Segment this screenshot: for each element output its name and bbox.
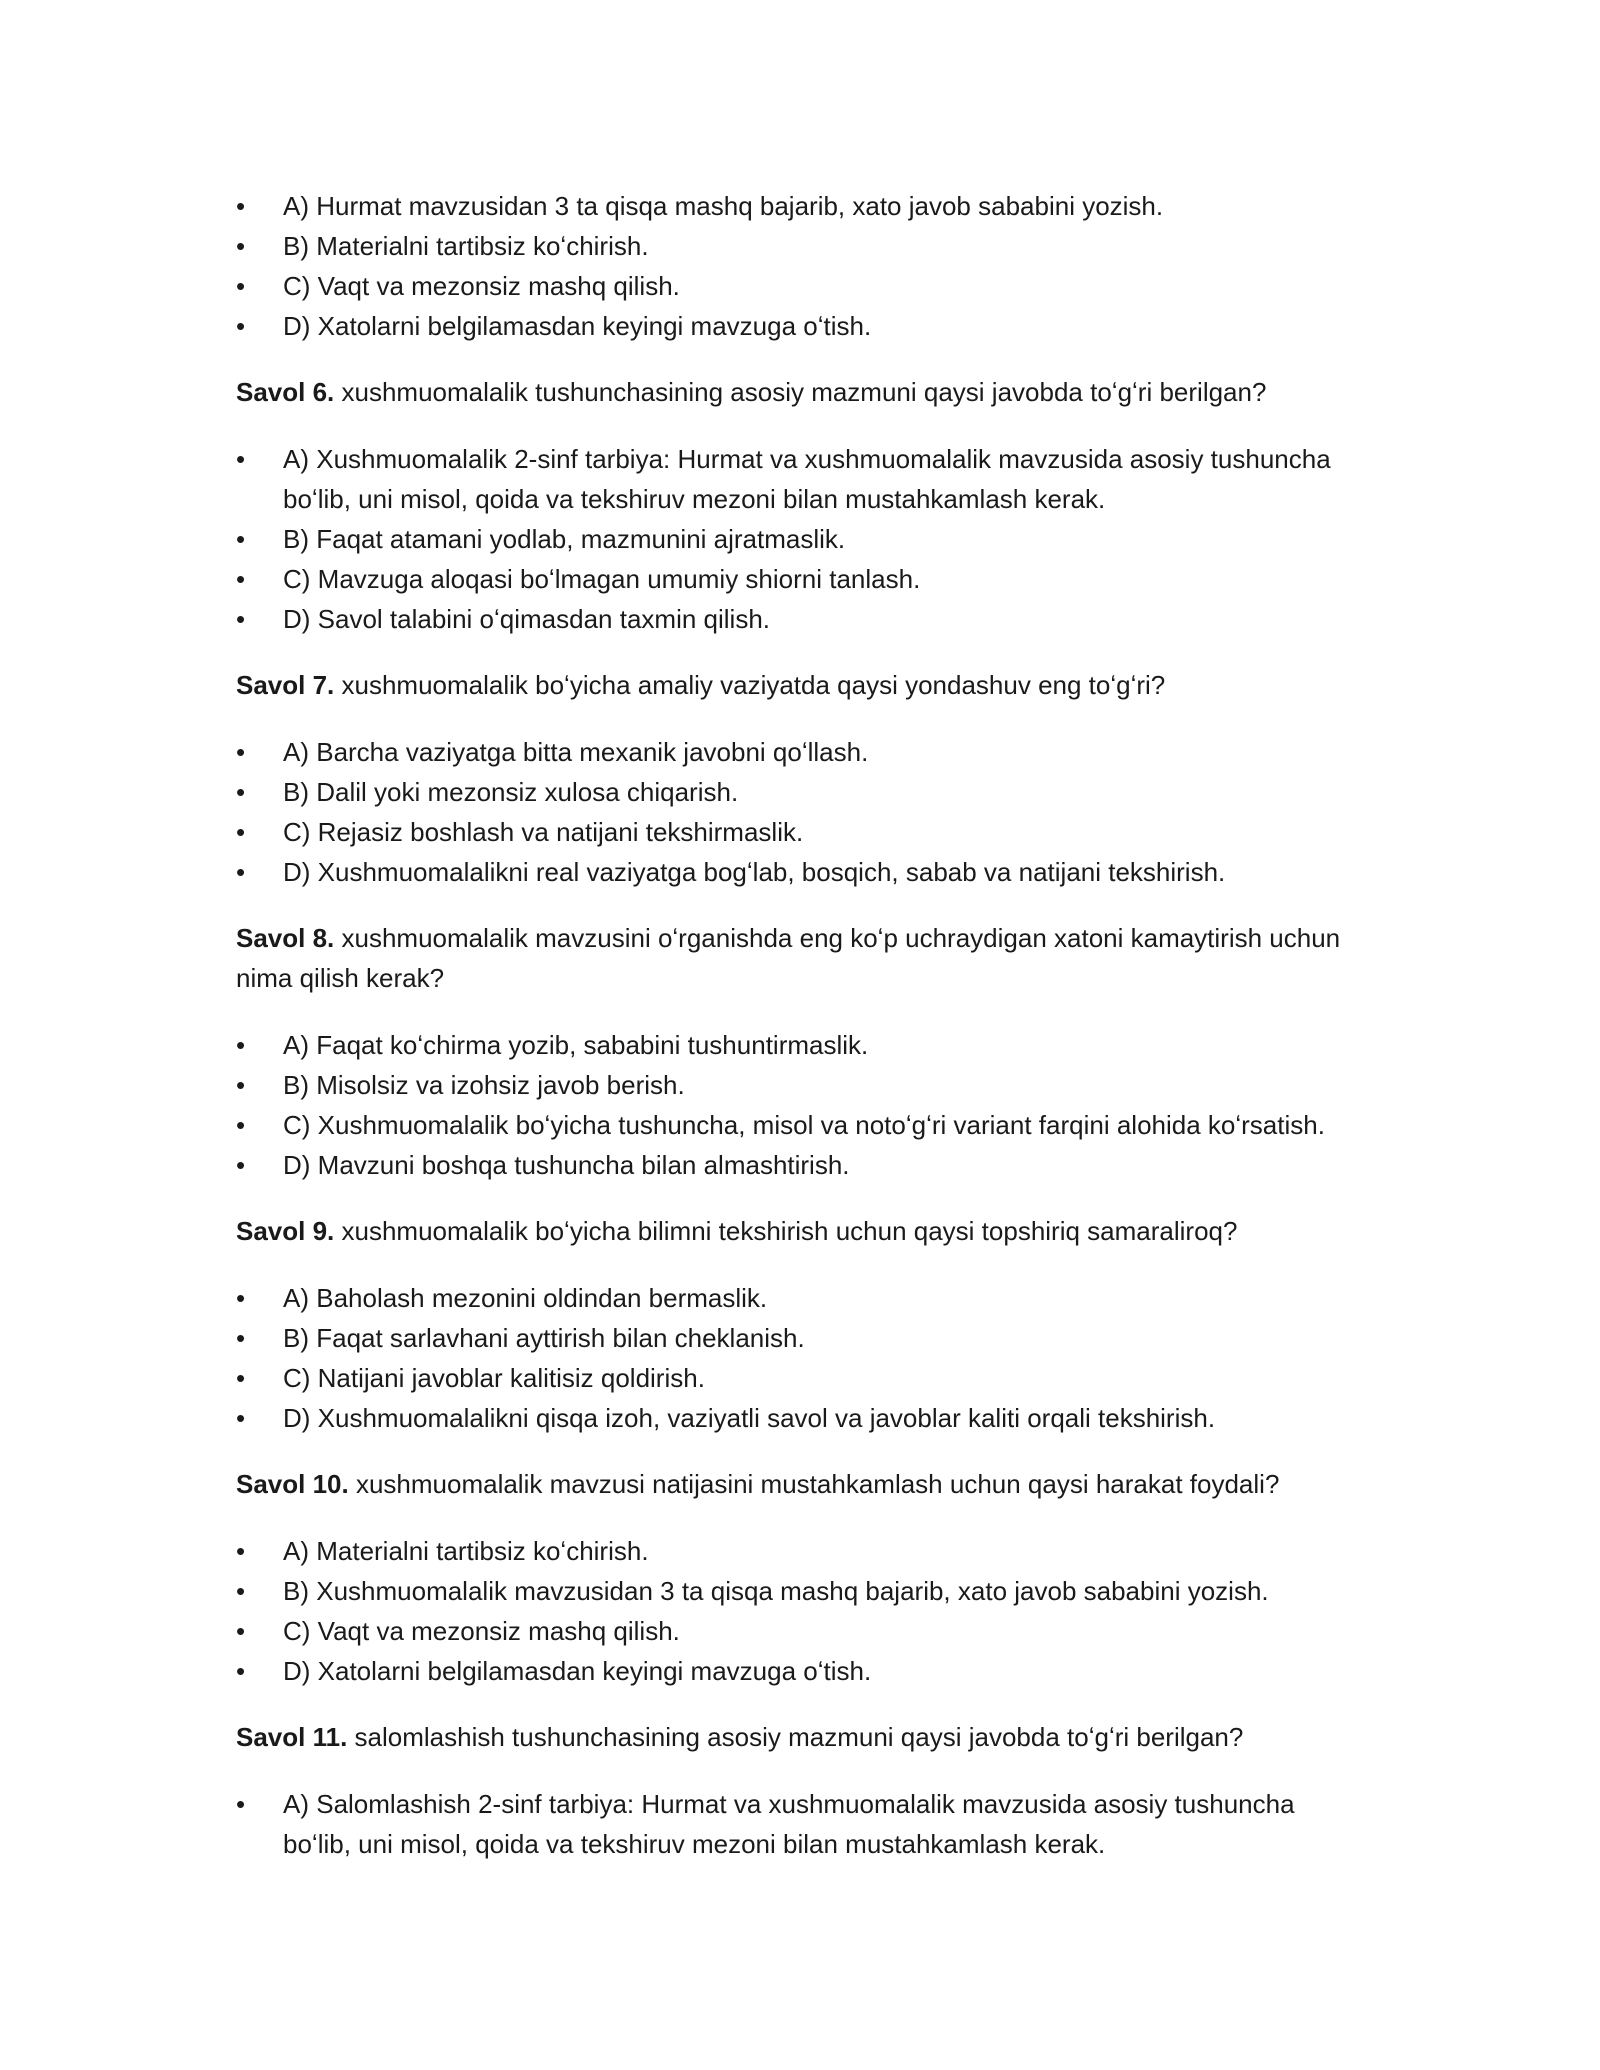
option-item — [236, 1531, 1366, 1571]
answer-options — [236, 1784, 1366, 1864]
option-item — [236, 1318, 1366, 1358]
question-label: Savol 6. — [236, 377, 335, 407]
bullet-icon: • — [236, 311, 246, 341]
question-heading — [236, 1211, 1366, 1251]
option-text: C) Natijani javoblar kalitisiz qoldirish. — [283, 1363, 705, 1393]
bullet-icon: • — [236, 817, 246, 847]
option-item — [236, 1611, 1366, 1651]
question-text: xushmuomalalik mavzusi natijasini mustahkamlash uchun qaysi harakat foydali? — [348, 1469, 1280, 1499]
option-item — [236, 226, 1366, 266]
bullet-icon: • — [236, 1070, 246, 1100]
option-item — [236, 306, 1366, 346]
bullet-icon: • — [236, 1789, 246, 1819]
option-text: A) Materialni tartibsiz koʻchirish. — [283, 1536, 649, 1566]
option-item — [236, 1278, 1366, 1318]
bullet-icon: • — [236, 1616, 246, 1646]
bullet-icon: • — [236, 1030, 246, 1060]
option-text: B) Faqat sarlavhani ayttirish bilan cheklanish. — [283, 1323, 805, 1353]
option-text: A) Faqat koʻchirma yozib, sababini tushuntirmaslik. — [283, 1030, 869, 1060]
bullet-icon: • — [236, 1150, 246, 1180]
bullet-icon: • — [236, 231, 246, 261]
question-text: xushmuomalalik boʻyicha bilimni tekshirish uchun qaysi topshiriq samaraliroq? — [334, 1216, 1238, 1246]
option-text: C) Vaqt va mezonsiz mashq qilish. — [283, 1616, 680, 1646]
question-text: xushmuomalalik mavzusini oʻrganishda eng koʻp uchraydigan xatoni kamaytirish uchun nima qilish kerak? — [236, 923, 1341, 993]
bullet-icon: • — [236, 1283, 246, 1313]
bullet-icon: • — [236, 1576, 246, 1606]
answer-options — [236, 1025, 1366, 1185]
answer-options — [236, 186, 1366, 346]
bullet-icon: • — [236, 444, 246, 474]
option-text: C) Mavzuga aloqasi boʻlmagan umumiy shiorni tanlash. — [283, 564, 921, 594]
option-item — [236, 439, 1366, 519]
question-heading — [236, 372, 1366, 412]
option-text: D) Xatolarni belgilamasdan keyingi mavzuga oʻtish. — [283, 1656, 872, 1686]
answer-options — [236, 1531, 1366, 1691]
bullet-icon: • — [236, 604, 246, 634]
bullet-icon: • — [236, 1536, 246, 1566]
option-item — [236, 852, 1366, 892]
question-heading — [236, 1464, 1366, 1504]
question-text: xushmuomalalik tushunchasining asosiy mazmuni qaysi javobda toʻgʻri berilgan? — [334, 377, 1267, 407]
question-text: salomlashish tushunchasining asosiy mazmuni qaysi javobda toʻgʻri berilgan? — [347, 1722, 1244, 1752]
question-heading — [236, 1717, 1366, 1757]
option-text: A) Xushmuomalalik 2-sinf tarbiya: Hurmat va xushmuomalalik mavzusida asosiy tushuncha boʻlib, uni misol, qoida va tekshiruv mezoni bilan mustahkamlash kerak. — [283, 444, 1331, 514]
question-text: xushmuomalalik boʻyicha amaliy vaziyatda qaysi yondashuv eng toʻgʻri? — [334, 670, 1166, 700]
option-text: B) Materialni tartibsiz koʻchirish. — [283, 231, 649, 261]
bullet-icon: • — [236, 1110, 246, 1140]
bullet-icon: • — [236, 1363, 246, 1393]
option-text: A) Hurmat mavzusidan 3 ta qisqa mashq bajarib, xato javob sababini yozish. — [283, 191, 1164, 221]
option-text: D) Xushmuomalalikni real vaziyatga bogʻlab, bosqich, sabab va natijani tekshirish. — [283, 857, 1226, 887]
bullet-icon: • — [236, 524, 246, 554]
option-text: B) Misolsiz va izohsiz javob berish. — [283, 1070, 685, 1100]
question-label: Savol 10. — [236, 1469, 349, 1499]
option-text: A) Barcha vaziyatga bitta mexanik javobni qoʻllash. — [283, 737, 869, 767]
option-text: C) Rejasiz boshlash va natijani tekshirmaslik. — [283, 817, 804, 847]
option-text: B) Xushmuomalalik mavzusidan 3 ta qisqa mashq bajarib, xato javob sababini yozish. — [283, 1576, 1269, 1606]
question-label: Savol 9. — [236, 1216, 335, 1246]
option-text: C) Xushmuomalalik boʻyicha tushuncha, misol va notoʻgʻri variant farqini alohida koʻrsatish. — [283, 1110, 1325, 1140]
option-item — [236, 599, 1366, 639]
option-text: C) Vaqt va mezonsiz mashq qilish. — [283, 271, 680, 301]
bullet-icon: • — [236, 271, 246, 301]
option-item — [236, 732, 1366, 772]
option-text: A) Salomlashish 2-sinf tarbiya: Hurmat va xushmuomalalik mavzusida asosiy tushuncha boʻlib, uni misol, qoida va tekshiruv mezoni bilan mustahkamlash kerak. — [283, 1789, 1295, 1859]
option-item — [236, 1398, 1366, 1438]
bullet-icon: • — [236, 1323, 246, 1353]
option-item — [236, 1025, 1366, 1065]
bullet-icon: • — [236, 1403, 246, 1433]
option-text: D) Savol talabini oʻqimasdan taxmin qilish. — [283, 604, 771, 634]
option-item — [236, 1571, 1366, 1611]
option-item — [236, 1105, 1366, 1145]
document-page — [236, 186, 1366, 1864]
bullet-icon: • — [236, 564, 246, 594]
answer-options — [236, 1278, 1366, 1438]
option-text: B) Faqat atamani yodlab, mazmunini ajratmaslik. — [283, 524, 846, 554]
question-label: Savol 7. — [236, 670, 335, 700]
question-label: Savol 11. — [236, 1722, 348, 1752]
option-text: A) Baholash mezonini oldindan bermaslik. — [283, 1283, 768, 1313]
question-heading — [236, 665, 1366, 705]
question-label: Savol 8. — [236, 923, 335, 953]
option-item — [236, 186, 1366, 226]
option-item — [236, 1358, 1366, 1398]
option-text: D) Xushmuomalalikni qisqa izoh, vaziyatli savol va javoblar kaliti orqali tekshirish. — [283, 1403, 1216, 1433]
option-text: D) Mavzuni boshqa tushuncha bilan almashtirish. — [283, 1150, 850, 1180]
answer-options — [236, 732, 1366, 892]
option-item — [236, 1784, 1366, 1864]
question-heading — [236, 918, 1366, 998]
bullet-icon: • — [236, 737, 246, 767]
bullet-icon: • — [236, 191, 246, 221]
option-item — [236, 559, 1366, 599]
option-text: D) Xatolarni belgilamasdan keyingi mavzuga oʻtish. — [283, 311, 872, 341]
bullet-icon: • — [236, 857, 246, 887]
option-item — [236, 772, 1366, 812]
option-item — [236, 1145, 1366, 1185]
option-item — [236, 266, 1366, 306]
option-item — [236, 1651, 1366, 1691]
answer-options — [236, 439, 1366, 639]
option-item — [236, 519, 1366, 559]
option-text: B) Dalil yoki mezonsiz xulosa chiqarish. — [283, 777, 739, 807]
option-item — [236, 1065, 1366, 1105]
option-item — [236, 812, 1366, 852]
bullet-icon: • — [236, 777, 246, 807]
bullet-icon: • — [236, 1656, 246, 1686]
